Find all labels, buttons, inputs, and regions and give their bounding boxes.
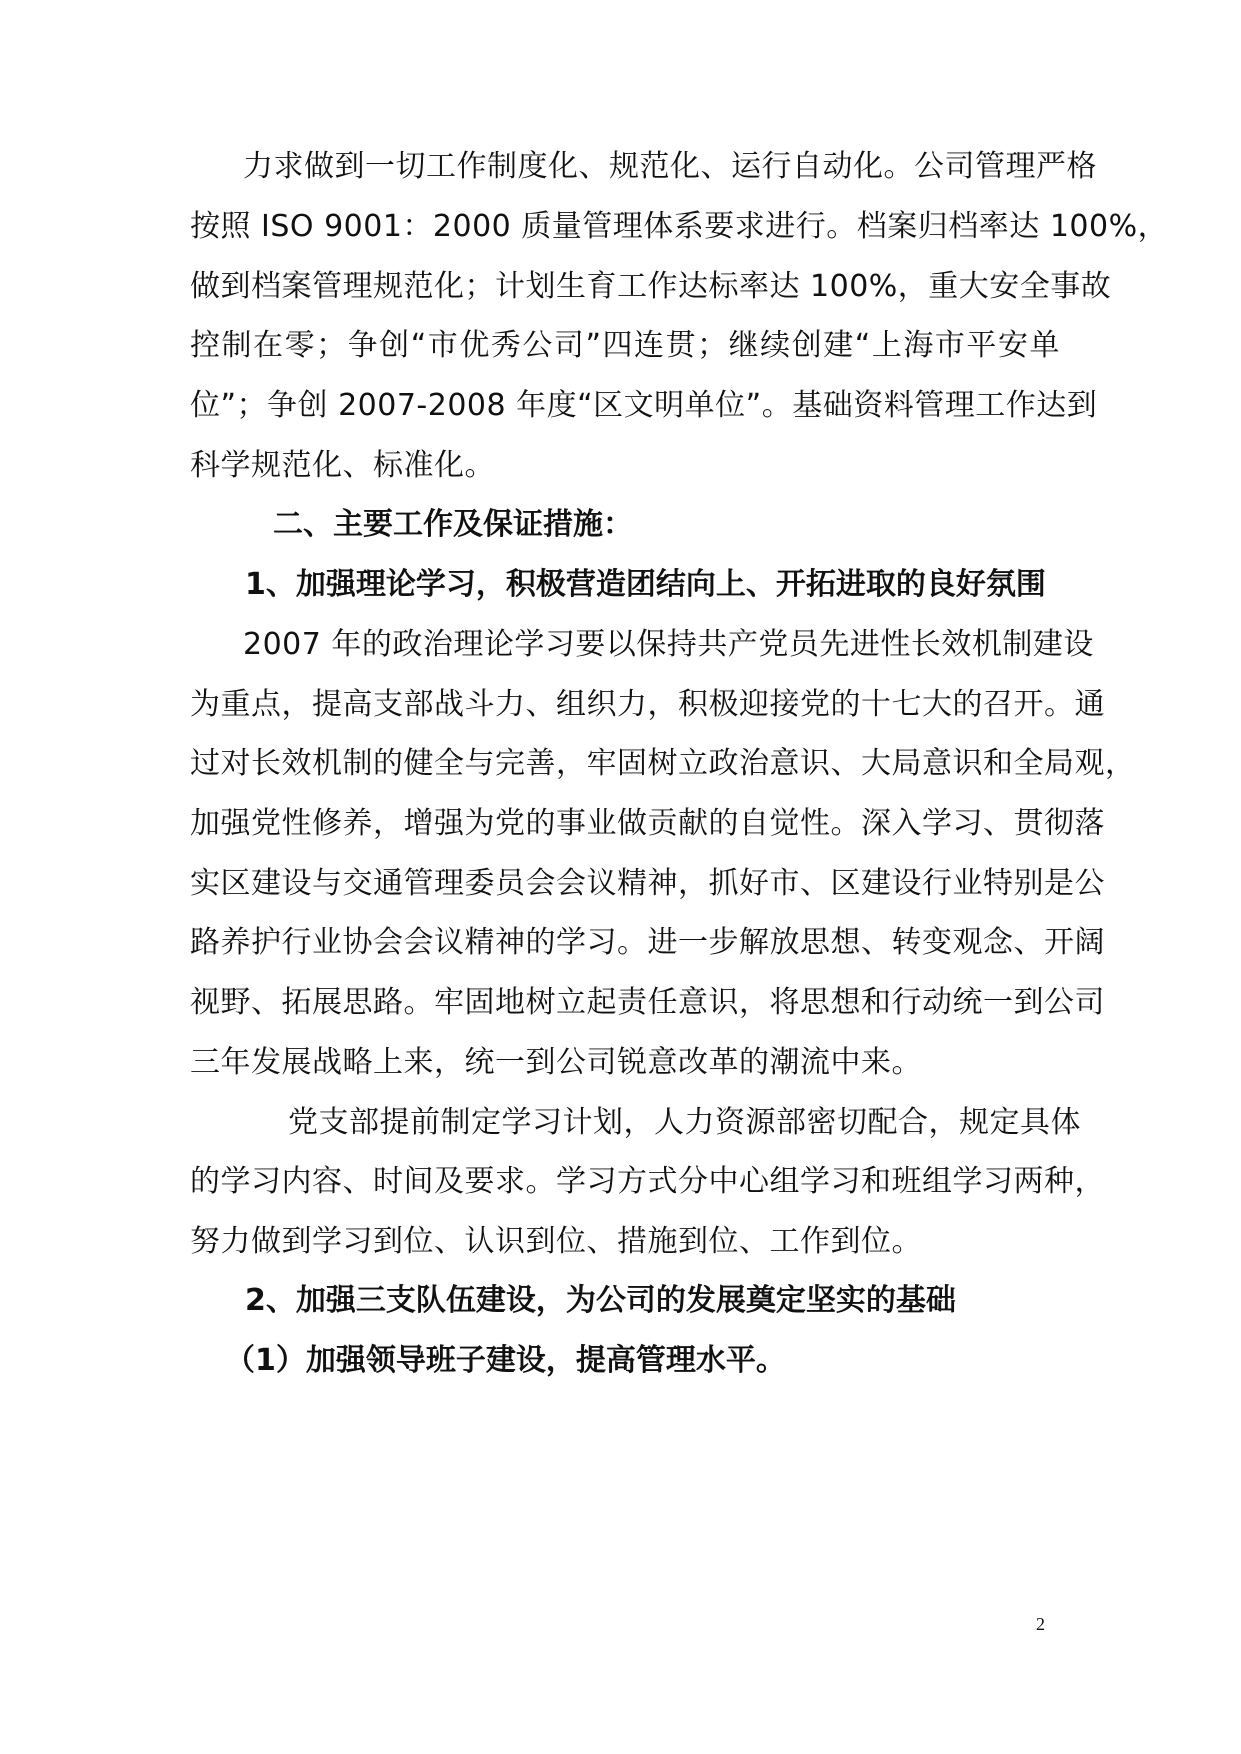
page-number: 2: [1036, 1614, 1045, 1634]
paragraph-3-line-1: 党支部提前制定学习计划，人力资源部密切配合，规定具体: [288, 1105, 1081, 1140]
subheading-3: （1）加强领导班子建设，提高管理水平。: [225, 1343, 786, 1378]
paragraph-3-line-2: 的学习内容、时间及要求。学习方式分中心组学习和班组学习两种，: [190, 1164, 1105, 1199]
paragraph-1-line-4: 控制在零；争创“市优秀公司”四连贯；继续创建“上海市平安单: [190, 328, 1060, 363]
paragraph-2-line-5: 实区建设与交通管理委员会会议精神，抓好市、区建设行业特别是公: [190, 866, 1105, 901]
paragraph-1-line-5: 位”；争创 2007-2008 年度“区文明单位”。基础资料管理工作达到: [190, 388, 1098, 423]
paragraph-1-line-6: 科学规范化、标准化。: [190, 448, 495, 483]
paragraph-2-line-8: 三年发展战略上来，统一到公司锐意改革的潮流中来。: [190, 1045, 922, 1080]
paragraph-2-line-1: 2007 年的政治理论学习要以保持共产党员先进性长效机制建设: [243, 627, 1094, 662]
subheading-2: 2、加强三支队伍建设，为公司的发展奠定坚实的基础: [245, 1283, 956, 1318]
paragraph-2-line-7: 视野、拓展思路。牢固地树立起责任意识，将思想和行动统一到公司: [190, 985, 1105, 1020]
paragraph-1-line-2: 按照 ISO 9001：2000 质量管理体系要求进行。档案归档率达 100%，: [190, 209, 1169, 244]
paragraph-1-line-1: 力求做到一切工作制度化、规范化、运行自动化。公司管理严格: [243, 149, 1097, 184]
paragraph-1-line-3: 做到档案管理规范化；计划生育工作达标率达 100%，重大安全事故: [190, 269, 1112, 304]
subheading-1: 1、加强理论学习，积极营造团结向上、开拓进取的良好氛围: [245, 567, 1046, 602]
paragraph-3-line-3: 努力做到学习到位、认识到位、措施到位、工作到位。: [190, 1224, 922, 1259]
paragraph-2-line-6: 路养护行业协会会议精神的学习。进一步解放思想、转变观念、开阔: [190, 925, 1105, 960]
section-heading: 二、主要工作及保证措施：: [273, 507, 633, 542]
paragraph-2-line-3: 过对长效机制的健全与完善，牢固树立政治意识、大局意识和全局观，: [190, 746, 1136, 781]
paragraph-2-line-4: 加强党性修养，增强为党的事业做贡献的自觉性。深入学习、贯彻落: [190, 806, 1105, 841]
paragraph-2-line-2: 为重点，提高支部战斗力、组织力，积极迎接党的十七大的召开。通: [190, 687, 1105, 722]
